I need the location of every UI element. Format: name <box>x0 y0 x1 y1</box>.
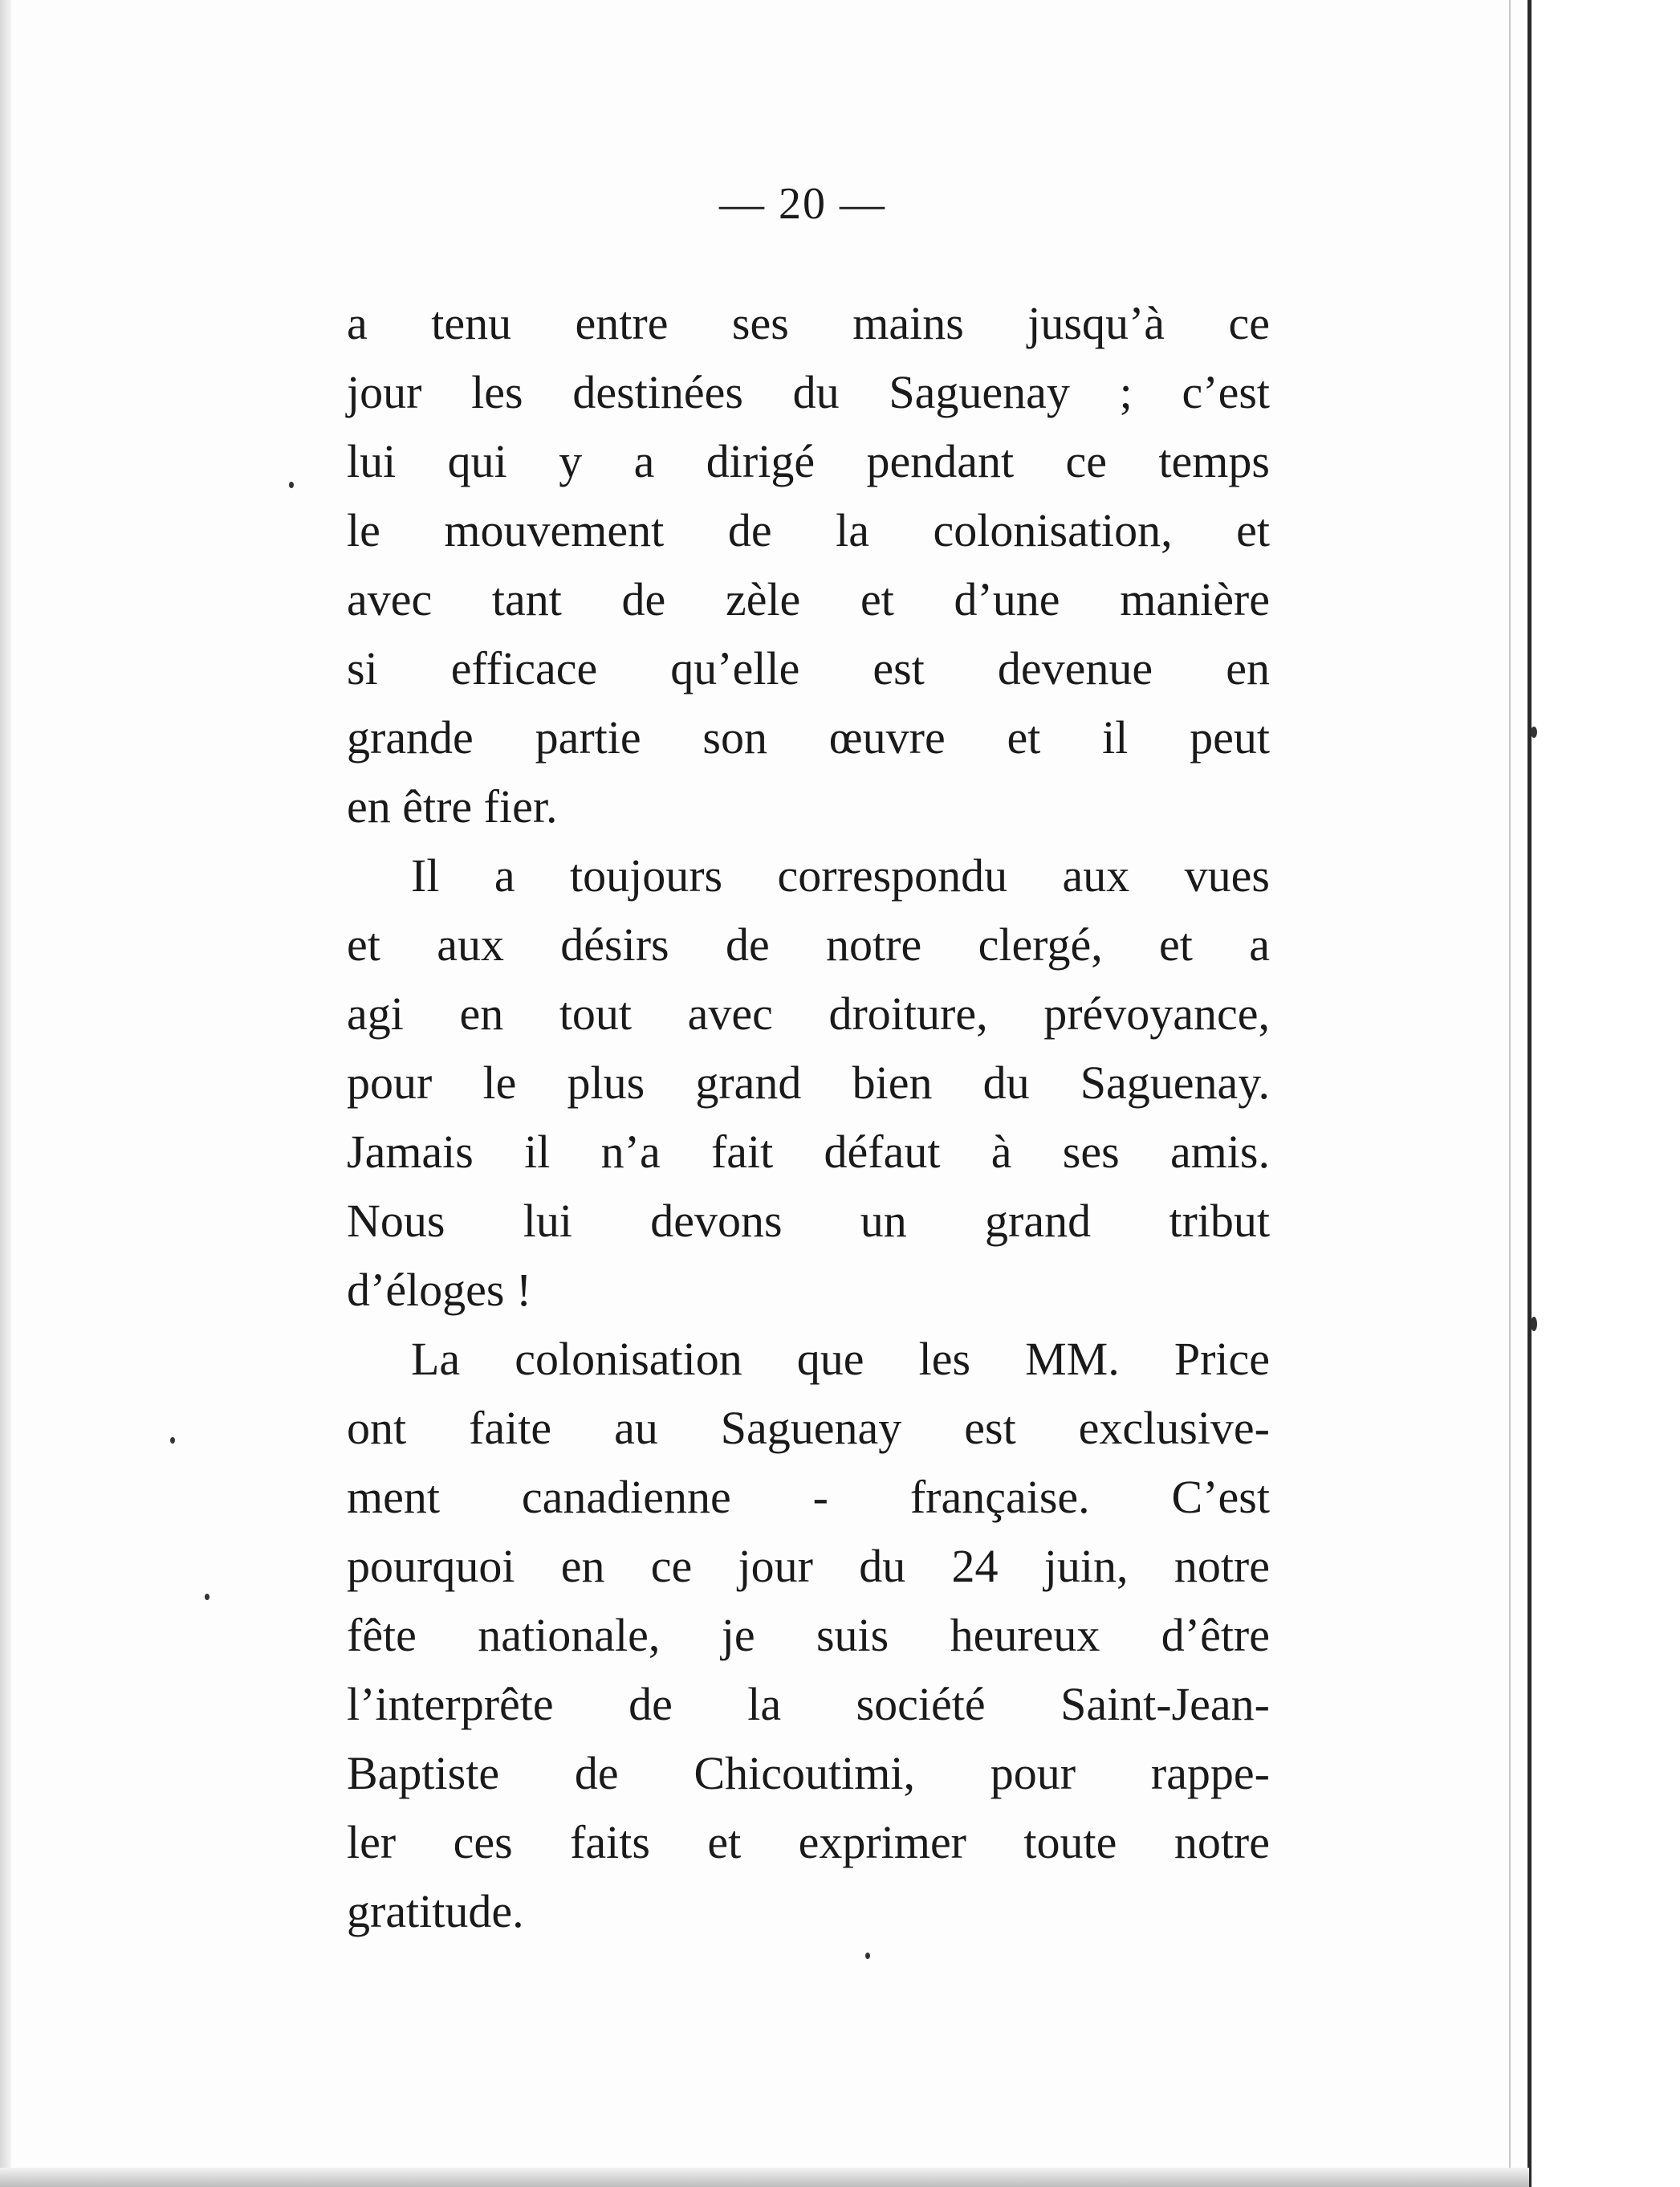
paragraph <box>347 1325 1270 1946</box>
page-left-edge <box>0 0 11 2187</box>
text-line: Il a toujours correspondu aux vues <box>411 849 1270 902</box>
paragraph <box>347 841 1270 1325</box>
text-line: grande partie son œuvre et il peut <box>347 711 1270 764</box>
page-number: — 20 — <box>719 179 886 229</box>
text-line: Jamais il n’a fait défaut à ses amis. <box>347 1126 1270 1178</box>
text-line: ont faite au Saguenay est exclusive- <box>347 1402 1270 1454</box>
text-line: ler ces faits et exprimer toute notre <box>347 1816 1270 1868</box>
text-line: d’éloges ! <box>347 1264 532 1316</box>
text-line: La colonisation que les MM. Price <box>411 1333 1270 1385</box>
binding-shadow <box>1509 0 1511 2187</box>
text-line: et aux désirs de notre clergé, et a <box>347 918 1270 971</box>
text-line: jour les destinées du Saguenay ; c’est <box>347 366 1270 418</box>
paragraph <box>347 289 1270 841</box>
scan-speck <box>1531 727 1537 738</box>
text-line: pourquoi en ce jour du 24 juin, notre <box>347 1540 1270 1592</box>
text-line: lui qui y a dirigé pendant ce temps <box>347 435 1270 487</box>
page-bottom-edge <box>0 2168 1529 2187</box>
page-right-margin <box>1525 0 1680 2187</box>
scan-speck <box>205 1594 209 1600</box>
page-binding-edge <box>1527 0 1532 2187</box>
text-line: avec tant de zèle et d’une manière <box>347 573 1270 625</box>
text-line: si efficace qu’elle est devenue en <box>347 642 1270 694</box>
text-line: Baptiste de Chicoutimi, pour rappe- <box>347 1747 1270 1799</box>
text-line: agi en tout avec droiture, prévoyance, <box>347 988 1270 1040</box>
scan-speck <box>170 1437 175 1444</box>
text-line: fête nationale, je suis heureux d’être <box>347 1609 1270 1661</box>
text-line: l’interprête de la société Saint-Jean- <box>347 1678 1270 1730</box>
scan-speck <box>289 482 294 488</box>
scan-speck <box>1531 1317 1537 1331</box>
text-line: Nous lui devons un grand tribut <box>347 1195 1270 1247</box>
scan-speck <box>865 1953 870 1959</box>
text-line: pour le plus grand bien du Saguenay. <box>347 1057 1270 1109</box>
text-line: a tenu entre ses mains jusqu’à ce <box>347 297 1270 349</box>
text-line: en être fier. <box>347 780 558 833</box>
text-line: gratitude. <box>347 1885 524 1937</box>
text-line: ment canadienne - française. C’est <box>347 1471 1270 1523</box>
body-text <box>347 289 1270 1946</box>
text-line: le mouvement de la colonisation, et <box>347 504 1270 556</box>
